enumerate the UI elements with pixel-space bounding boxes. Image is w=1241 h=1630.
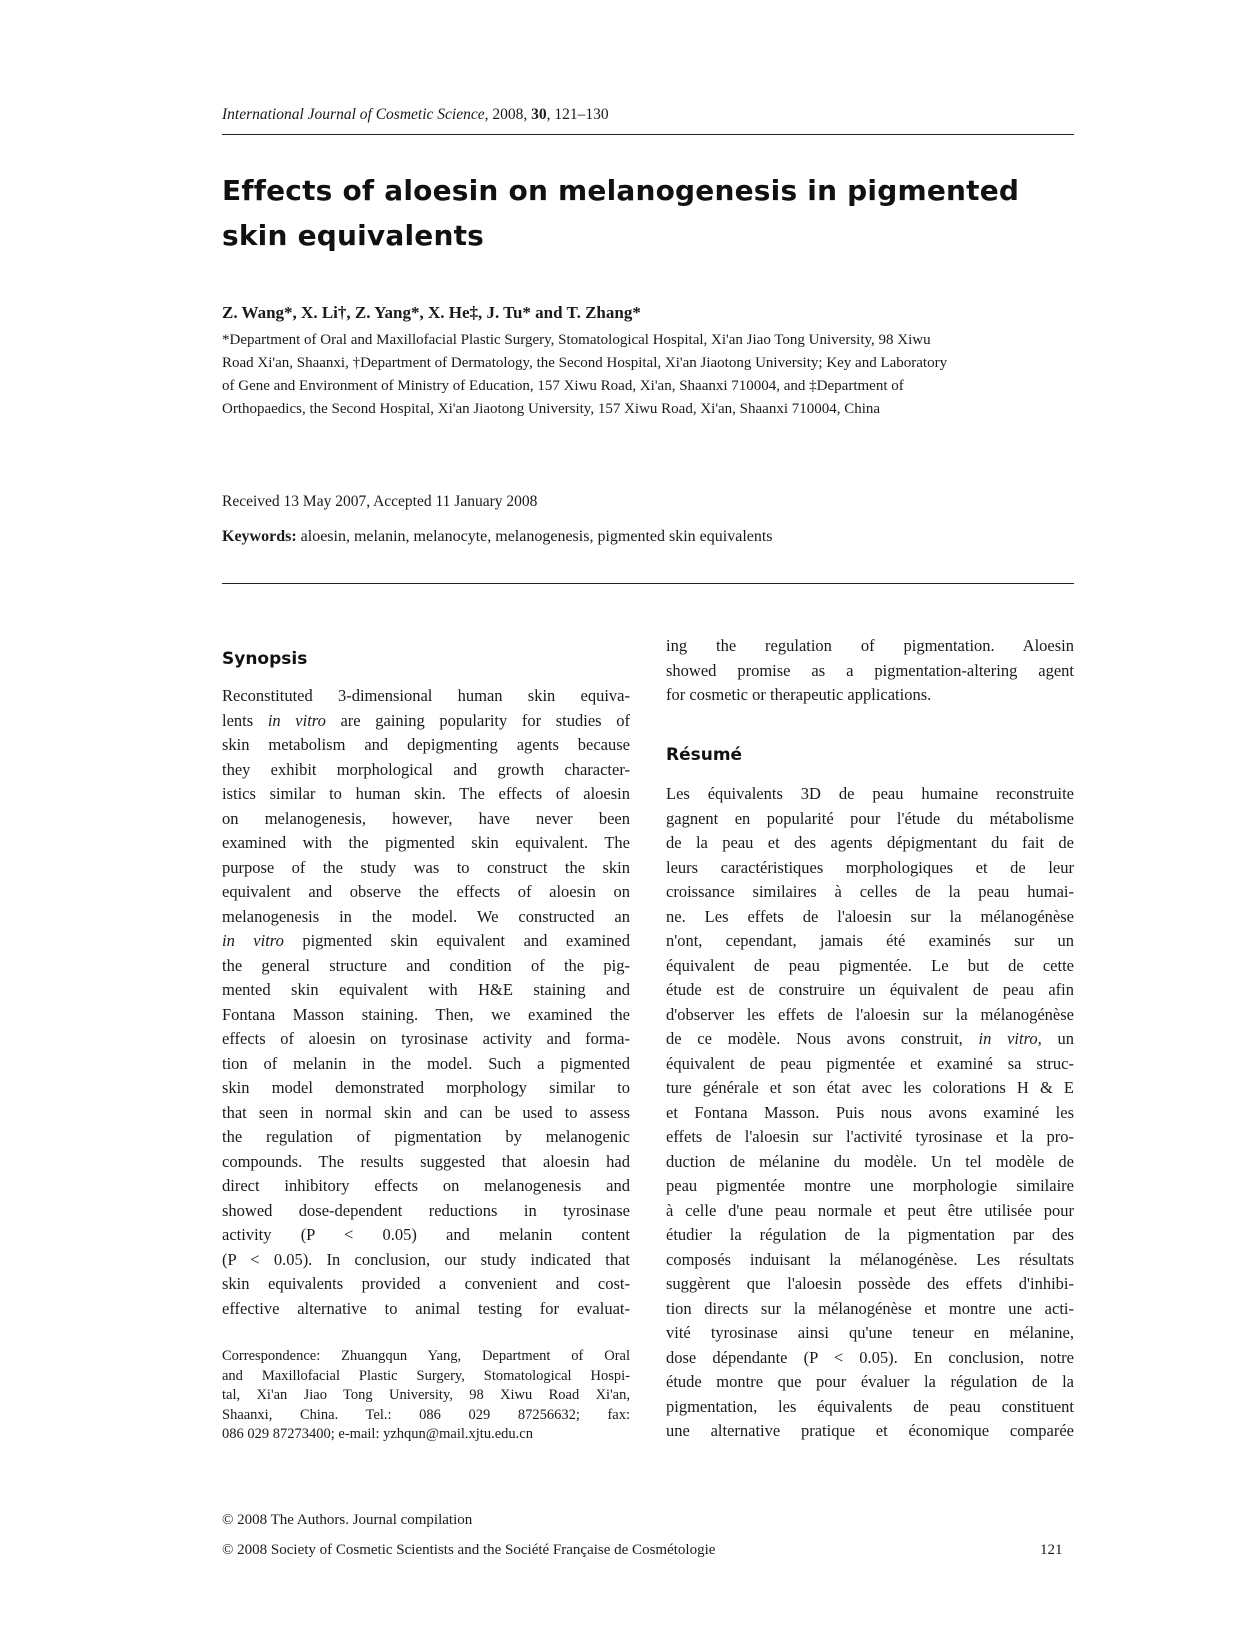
text-line: leurs caractéristiques morphologiques et de leur	[666, 857, 1074, 877]
synopsis-continuation	[666, 634, 1074, 708]
text-line: effective alternative to animal testing for evaluat-	[222, 1298, 630, 1318]
text-line: peau pigmentée montre une morphologie similaire	[666, 1176, 1074, 1195]
text-line: suggèrent que l'aloesin possède des effets d'inhibi-	[666, 1274, 1074, 1293]
text-line: the regulation of pigmentation by melanogenic	[222, 1127, 630, 1146]
keywords	[222, 528, 773, 546]
text-line: effets de l'aloesin sur l'activité tyrosinase et la pro-	[666, 1127, 1074, 1146]
text-line: ing the regulation of pigmentation. Aloesin	[666, 636, 1074, 655]
text-line: à celle d'une peau normale et peut être utilisée pour	[666, 1200, 1074, 1220]
keywords-label: Keywords:	[222, 528, 297, 545]
title-line-1: Effects of aloesin on melanogenesis in pigmented	[222, 174, 1020, 207]
text-line: gagnent en popularité pour l'étude du métabolisme	[666, 808, 1074, 828]
text-line: activity (P < 0.05) and melanin content	[222, 1225, 630, 1244]
text-line: Correspondence: Zhuangqun Yang, Department of Oral	[222, 1348, 630, 1364]
article-title	[222, 168, 1062, 258]
text-line: étude montre que pour évaluer la régulation de la	[666, 1372, 1074, 1391]
text-line: composés induisant la mélanogénèse. Les résultats	[666, 1249, 1074, 1269]
page-number: 121	[1040, 1542, 1063, 1558]
text-line: duction de mélanine du modèle. Un tel modèle de	[666, 1151, 1074, 1171]
journal-year: , 2008,	[484, 106, 532, 123]
synopsis-body	[222, 684, 630, 1321]
text-line: Shaanxi, China. Tel.: 086 029 87256632; fax:	[222, 1406, 630, 1423]
journal-pages: , 121–130	[546, 106, 609, 123]
text-line: 086 029 87273400; e-mail: yzhqun@mail.xjtu.edu.cn	[222, 1426, 533, 1442]
text-line: étude est de construire un équivalent de peau afin	[666, 980, 1074, 999]
keywords-list: aloesin, melanin, melanocyte, melanogenesis, pigmented skin equivalents	[296, 528, 773, 545]
text-line: purpose of the study was to construct the skin	[222, 857, 630, 877]
text-line: ne. Les effets de l'aloesin sur la mélanogénèse	[666, 906, 1074, 926]
text-line: Reconstituted 3-dimensional human skin equiva-	[222, 686, 630, 705]
text-line: skin model demonstrated morphology similar to	[222, 1078, 630, 1097]
text-line: for cosmetic or therapeutic applications.	[666, 685, 932, 704]
text-line: istics similar to human skin. The effects of aloesin	[222, 784, 630, 803]
title-line-2: skin equivalents	[222, 219, 485, 252]
text-line: n'ont, cependant, jamais été examinés sur un	[666, 931, 1074, 950]
text-line: and Maxillofacial Plastic Surgery, Stomatological Hospi-	[222, 1367, 630, 1384]
footer-copyright-2: © 2008 Society of Cosmetic Scientists and the Société Française de Cosmétologie	[222, 1542, 716, 1558]
affiliations	[222, 329, 1082, 421]
text-line: showed dose-dependent reductions in tyrosinase	[222, 1200, 630, 1220]
text-line: effects of aloesin on tyrosinase activity and forma-	[222, 1029, 630, 1048]
text-line: ture générale et son état avec les colorations H & E	[666, 1078, 1074, 1097]
text-line: showed promise as a pigmentation-altering agent	[666, 660, 1074, 680]
text-line: skin metabolism and depigmenting agents because	[222, 735, 630, 754]
author-list: Z. Wang*, X. Li†, Z. Yang*, X. He‡, J. Tu* and T. Zhang*	[222, 303, 641, 322]
text-line: croissance similaires à celles de la peau humai-	[666, 882, 1074, 901]
received-dates: Received 13 May 2007, Accepted 11 January 2008	[222, 493, 538, 510]
text-line: de la peau et des agents dépigmentant du fait de	[666, 833, 1074, 852]
text-line: tion of melanin in the model. Such a pigmented	[222, 1053, 630, 1073]
text-line: de ce modèle. Nous avons construit, in vitro, un	[666, 1029, 1074, 1048]
running-header	[222, 106, 609, 124]
text-line: on melanogenesis, however, have never been	[222, 808, 630, 828]
text-line: (P < 0.05). In conclusion, our study indicated that	[222, 1249, 630, 1269]
text-line: équivalent de peau pigmentée. Le but de cette	[666, 955, 1074, 975]
text-line: d'observer les effets de l'aloesin sur la mélanogénèse	[666, 1004, 1074, 1024]
header-rule	[222, 134, 1074, 135]
text-line: in vitro pigmented skin equivalent and examined	[222, 931, 631, 950]
text-line: melanogenesis in the model. We constructed an	[222, 906, 630, 926]
text-line: direct inhibitory effects on melanogenesis and	[222, 1176, 630, 1195]
text-line: équivalent de peau pigmentée et examiné sa struc-	[666, 1053, 1074, 1073]
text-line: the general structure and condition of the pig-	[222, 955, 630, 975]
text-line: et Fontana Masson. Puis nous avons examiné les	[666, 1102, 1074, 1122]
journal-volume: 30	[531, 106, 547, 123]
section-rule	[222, 583, 1074, 584]
text-line: Les équivalents 3D de peau humaine reconstruite	[666, 784, 1074, 803]
correspondence-note	[222, 1347, 630, 1445]
text-line: dose dépendante (P < 0.05). En conclusion, notre	[666, 1347, 1074, 1367]
text-line: pigmentation, les équivalents de peau constituent	[666, 1396, 1074, 1416]
text-line: Fontana Masson staining. Then, we examined the	[222, 1004, 630, 1024]
text-line: that seen in normal skin and can be used to assess	[222, 1102, 630, 1122]
text-line: mented skin equivalent with H&E staining and	[222, 980, 630, 999]
affiliation-line: Orthopaedics, the Second Hospital, Xi'an Jiaotong University, 157 Xiwu Road, Xi'an, Shaanxi 710004, China	[222, 401, 881, 417]
text-line: étudier la régulation de la pigmentation par des	[666, 1225, 1074, 1244]
journal-name: International Journal of Cosmetic Science	[222, 106, 485, 123]
text-line: examined with the pigmented skin equivalent. The	[222, 833, 630, 852]
text-line: tal, Xi'an Jiao Tong University, 98 Xiwu Road Xi'an,	[222, 1387, 630, 1403]
resume-heading: Résumé	[666, 745, 743, 765]
text-line: lents in vitro are gaining popularity for studies of	[222, 710, 630, 730]
footer-copyright-1: © 2008 The Authors. Journal compilation	[222, 1512, 473, 1528]
text-line: une alternative pratique et économique comparée	[666, 1421, 1074, 1440]
text-line: vité tyrosinase ainsi qu'une teneur en mélanine,	[666, 1323, 1074, 1342]
text-line: compounds. The results suggested that aloesin had	[222, 1151, 630, 1171]
affiliation-line: of Gene and Environment of Ministry of Education, 157 Xiwu Road, Xi'an, Shaanxi 710004, and ‡Department of	[222, 378, 904, 394]
text-line: skin equivalents provided a convenient and cost-	[222, 1274, 630, 1293]
affiliation-line: Road Xi'an, Shaanxi, †Department of Dermatology, the Second Hospital, Xi'an Jiaotong University; Key and Laboratory	[222, 355, 948, 371]
synopsis-heading: Synopsis	[222, 649, 308, 669]
text-line: they exhibit morphological and growth character-	[222, 759, 630, 779]
resume-body	[666, 782, 1074, 1444]
text-line: equivalent and observe the effects of aloesin on	[222, 882, 630, 901]
affiliation-line: *Department of Oral and Maxillofacial Plastic Surgery, Stomatological Hospital, Xi'an Jiao Tong University, 98 Xiwu	[222, 332, 931, 348]
text-line: tion directs sur la mélanogénèse et montre une acti-	[666, 1298, 1074, 1318]
